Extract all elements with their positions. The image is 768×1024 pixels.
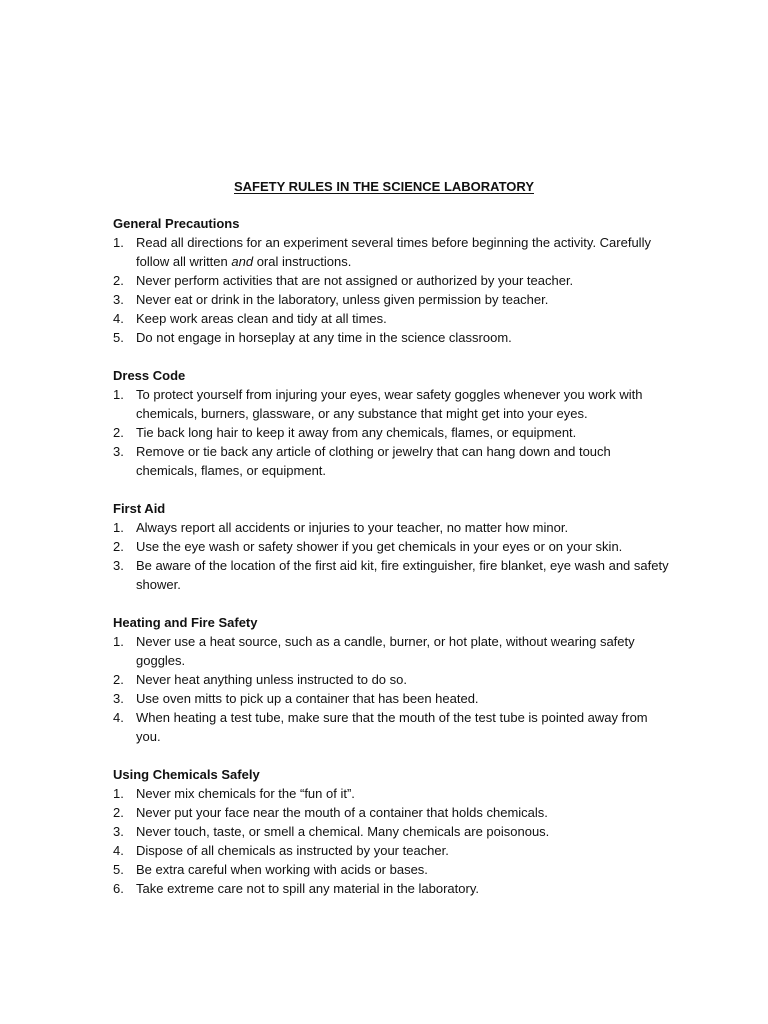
list-item <box>113 233 673 271</box>
section-using-chemicals-safely <box>113 765 673 898</box>
item-number: 4. <box>113 311 124 326</box>
item-text: Use oven mitts to pick up a container that has been heated. <box>136 691 479 706</box>
item-number: 5. <box>113 862 124 877</box>
section-dress-code <box>113 366 673 480</box>
rules-list <box>113 784 673 898</box>
rules-list <box>113 632 673 746</box>
document-title <box>0 178 768 196</box>
item-text: Be extra careful when working with acids or bases. <box>136 862 428 877</box>
list-item <box>113 442 673 480</box>
item-number: 4. <box>113 710 124 725</box>
item-text: Remove or tie back any article of clothing or jewelry that can hang down and touch chemicals, flames, or equipment. <box>136 444 611 478</box>
section-first-aid <box>113 499 673 594</box>
item-number: 6. <box>113 881 124 896</box>
item-number: 3. <box>113 444 124 459</box>
rules-list <box>113 518 673 594</box>
item-text: Use the eye wash or safety shower if you get chemicals in your eyes or on your skin. <box>136 539 623 554</box>
item-text: Never perform activities that are not assigned or authorized by your teacher. <box>136 273 574 288</box>
section-general-precautions <box>113 214 673 347</box>
section-heading: Using Chemicals Safely <box>113 767 260 782</box>
list-item <box>113 784 673 803</box>
list-item <box>113 309 673 328</box>
section-heading: General Precautions <box>113 216 240 231</box>
item-text: Tie back long hair to keep it away from any chemicals, flames, or equipment. <box>136 425 577 440</box>
item-number: 1. <box>113 387 124 402</box>
item-number: 2. <box>113 805 124 820</box>
list-item <box>113 879 673 898</box>
item-number: 2. <box>113 273 124 288</box>
rules-list <box>113 385 673 480</box>
item-text: Keep work areas clean and tidy at all times. <box>136 311 387 326</box>
item-text: To protect yourself from injuring your eyes, wear safety goggles whenever you work with chemicals, burners, glassware, or any substance that might get into your eyes. <box>136 387 643 421</box>
item-number: 4. <box>113 843 124 858</box>
list-item <box>113 556 673 594</box>
item-number: 1. <box>113 520 124 535</box>
item-text: Never touch, taste, or smell a chemical. Many chemicals are poisonous. <box>136 824 550 839</box>
item-text: Never heat anything unless instructed to do so. <box>136 672 407 687</box>
list-item <box>113 518 673 537</box>
item-text: Take extreme care not to spill any material in the laboratory. <box>136 881 479 896</box>
item-text: Never mix chemicals for the “fun of it”. <box>136 786 355 801</box>
section-heading: Dress Code <box>113 368 186 383</box>
list-item <box>113 290 673 309</box>
list-item <box>113 537 673 556</box>
item-number: 3. <box>113 824 124 839</box>
item-number: 2. <box>113 672 124 687</box>
item-number: 5. <box>113 330 124 345</box>
sections-container <box>113 214 673 917</box>
item-number: 1. <box>113 634 124 649</box>
item-number: 2. <box>113 425 124 440</box>
item-number: 2. <box>113 539 124 554</box>
item-number: 3. <box>113 292 124 307</box>
item-text: When heating a test tube, make sure that the mouth of the test tube is pointed away from you. <box>136 710 648 744</box>
list-item <box>113 841 673 860</box>
list-item <box>113 860 673 879</box>
item-number: 3. <box>113 691 124 706</box>
item-number: 3. <box>113 558 124 573</box>
list-item <box>113 271 673 290</box>
list-item <box>113 822 673 841</box>
item-text: Be aware of the location of the first aid kit, fire extinguisher, fire blanket, eye wash and safety shower. <box>136 558 669 592</box>
section-heating-fire-safety <box>113 613 673 746</box>
list-item <box>113 670 673 689</box>
document-title-text: SAFETY RULES IN THE SCIENCE LABORATORY <box>234 179 534 194</box>
section-heading: First Aid <box>113 501 166 516</box>
rules-list <box>113 233 673 347</box>
item-text-part: Read all directions for an experiment several times before beginning the activity. Carefully follow all written <box>136 235 651 269</box>
list-item <box>113 328 673 347</box>
item-text: Always report all accidents or injuries to your teacher, no matter how minor. <box>136 520 569 535</box>
item-number: 1. <box>113 786 124 801</box>
list-item <box>113 803 673 822</box>
item-text: Never eat or drink in the laboratory, unless given permission by teacher. <box>136 292 549 307</box>
list-item <box>113 708 673 746</box>
item-text-part: oral instructions. <box>253 254 352 269</box>
item-text: Never put your face near the mouth of a container that holds chemicals. <box>136 805 548 820</box>
list-item <box>113 423 673 442</box>
item-text: Do not engage in horseplay at any time in the science classroom. <box>136 330 512 345</box>
list-item <box>113 385 673 423</box>
item-number: 1. <box>113 235 124 250</box>
item-text: Dispose of all chemicals as instructed by your teacher. <box>136 843 449 858</box>
list-item <box>113 689 673 708</box>
item-text: Never use a heat source, such as a candle, burner, or hot plate, without wearing safety goggles. <box>136 634 635 668</box>
section-heading: Heating and Fire Safety <box>113 615 258 630</box>
item-text-emphasis: and <box>231 254 254 269</box>
list-item <box>113 632 673 670</box>
